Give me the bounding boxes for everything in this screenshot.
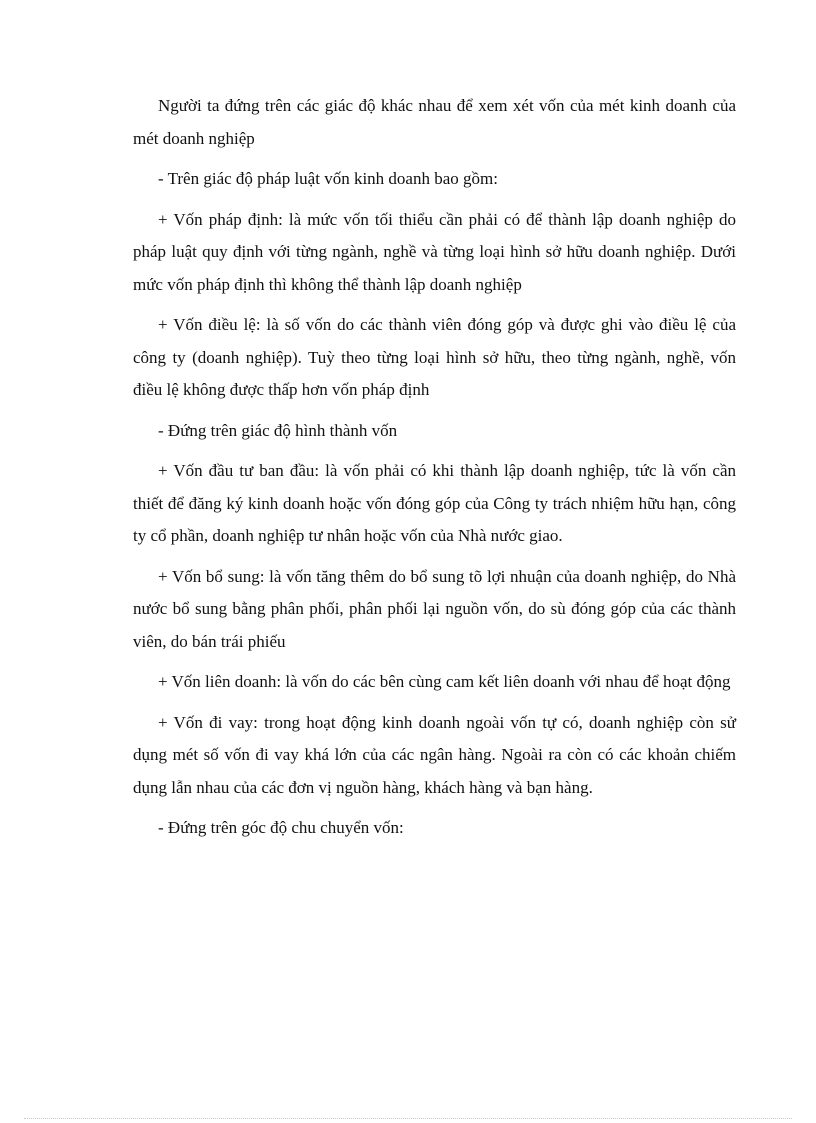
paragraph-borrowed-capital: + Vốn đi vay: trong hoạt động kinh doanh ngoài vốn tự có, doanh nghiệp còn sử dụng mét số vốn đi vay khá lớn của các ngân hàng. Ngoài ra còn có các khoản chiếm dụng lẫn nhau của các đơn vị nguồn hàng, khách hàng và bạn hàng.	[133, 712, 736, 797]
paragraph-intro: Người ta đứng trên các giác độ khác nhau để xem xét vốn của mét kinh doanh của mét doanh nghiệp	[133, 96, 736, 148]
paragraph-legal-heading: - Trên giác độ pháp luật vốn kinh doanh bao gồm:	[158, 169, 498, 188]
document-page	[133, 90, 736, 853]
paragraph-joint-venture-capital: + Vốn liên doanh: là vốn do các bên cùng cam kết liên doanh với nhau để hoạt động	[158, 672, 731, 691]
paragraph-legal-capital: + Vốn pháp định: là mức vốn tối thiểu cần phải có để thành lập doanh nghiệp do pháp luật quy định với từng ngành, nghề và từng loại hình sở hữu doanh nghiệp. Dưới mức vốn pháp định thì không thể thành lập doanh nghiệp	[133, 209, 736, 294]
paragraph-supplementary-capital: + Vốn bổ sung: là vốn tăng thêm do bổ sung tõ lợi nhuận của doanh nghiệp, do Nhà nước bổ sung bằng phân phối, phân phối lại nguồn vốn, do sù đóng góp của các thành viên, do bán trái phiếu	[133, 566, 736, 651]
page-bottom-divider	[24, 1118, 792, 1119]
paragraph-circulation-heading: - Đứng trên góc độ chu chuyển vốn:	[158, 818, 404, 837]
paragraph-initial-investment: + Vốn đầu tư ban đầu: là vốn phải có khi thành lập doanh nghiệp, tức là vốn cần thiết để đăng ký kinh doanh hoặc vốn đóng góp của Công ty trách nhiệm hữu hạn, công ty cổ phần, doanh nghiệp tư nhân hoặc vốn của Nhà nước giao.	[133, 461, 736, 545]
paragraph-formation-heading: - Đứng trên giác độ hình thành vốn	[158, 420, 398, 440]
paragraph-charter-capital: + Vốn điều lệ: là số vốn do các thành viên đóng góp và được ghi vào điều lệ của công ty (doanh nghiệp). Tuỳ theo từng loại hình sở hữu, theo từng ngành, nghề, vốn điều lệ không được thấp hơn vốn pháp định	[133, 315, 736, 399]
